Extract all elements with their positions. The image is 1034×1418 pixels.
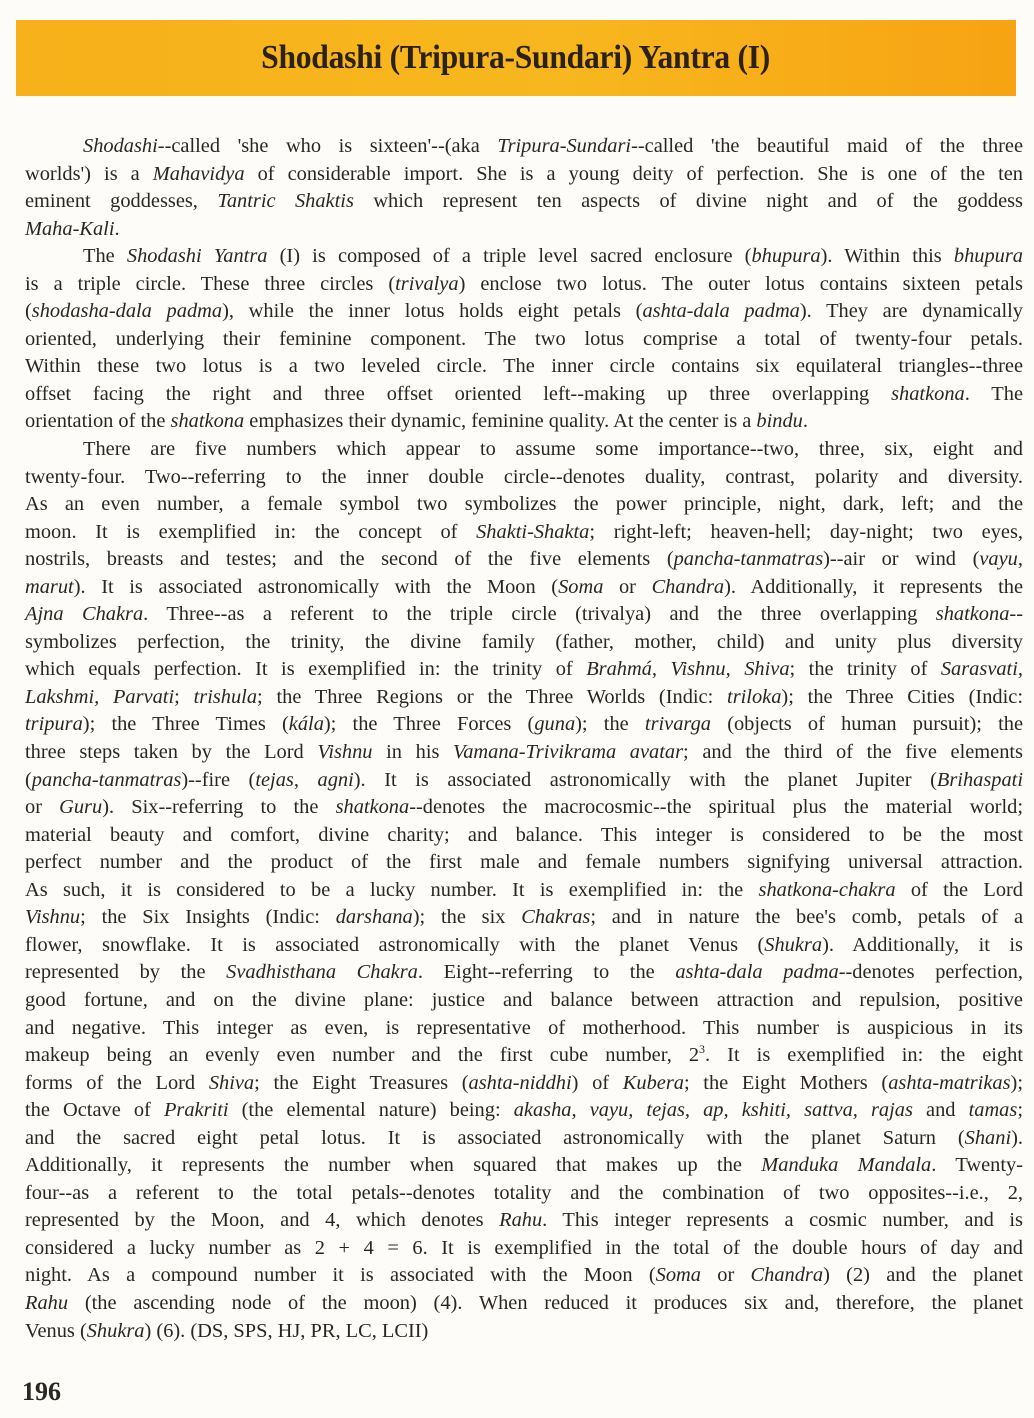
text-line: [25, 408, 1023, 436]
italic-term: Vishnu: [25, 906, 81, 929]
text-line: [25, 904, 1023, 932]
text-run: oriented, underlying their feminine component. The two lotus comprise a total of twenty-four petals.: [25, 327, 1023, 350]
text-run: forms of the Lord: [25, 1071, 209, 1094]
text-run: . Three--as a referent to the triple circle (trivalya) and the three overlapping: [143, 603, 936, 626]
italic-term: Ajna Chakra: [25, 603, 144, 626]
italic-term: bhupura: [953, 245, 1023, 268]
text-run: nostrils, breasts and testes; and the second of the five elements (: [25, 548, 674, 571]
text-run: . It is exemplified in: the eight: [705, 1044, 1023, 1067]
italic-term: Shodashi: [83, 135, 158, 157]
italic-term: shatkona: [170, 410, 245, 433]
italic-term: Sarasvati,: [940, 658, 1023, 681]
text-run: considered a lucky number as 2 + 4 = 6. It is exemplified in the total of the double hours of day and: [25, 1236, 1023, 1259]
italic-term: pancha-tanmatras: [31, 768, 182, 791]
text-run: --called 'she who is sixteen'--(aka: [157, 135, 498, 157]
text-line: [25, 1318, 1023, 1346]
text-run: which represent ten aspects of divine night and of the goddess: [353, 190, 1023, 213]
text-run: (the elemental nature) being:: [228, 1099, 514, 1122]
italic-term: trivalya: [395, 272, 459, 295]
text-run: represented by the: [25, 961, 227, 984]
italic-term: Chakras: [521, 906, 591, 929]
italic-term: Mahavidya: [152, 162, 245, 185]
italic-term: vayu: [979, 548, 1018, 571]
italic-term: Vishnu: [317, 741, 373, 764]
text-run: ); the: [575, 713, 645, 736]
italic-term: trivarga: [644, 713, 711, 736]
text-line: [25, 877, 1023, 905]
text-run: ; and in nature the bee's comb, petals of a: [590, 906, 1023, 929]
text-line: [25, 216, 1023, 244]
text-run: ; the Eight Treasures (: [254, 1071, 469, 1094]
italic-term: ashta-dala padma: [675, 961, 839, 984]
text-run: );: [1010, 1071, 1024, 1094]
italic-term: Tantric Shaktis: [217, 190, 354, 213]
text-run: which equals perfection. It is exemplified in: the trinity of: [25, 658, 587, 681]
italic-term: darshana: [335, 906, 413, 929]
text-line: [25, 629, 1023, 657]
italic-term: Brihaspati: [936, 768, 1023, 791]
text-run: ). Additionally, it is: [822, 933, 1023, 956]
text-line: [25, 1180, 1023, 1208]
text-line: [25, 822, 1023, 850]
text-run: flower, snowflake. It is associated astronomically with the planet Venus (: [25, 933, 765, 956]
italic-term: bhupura: [751, 245, 821, 268]
text-run: or: [25, 796, 60, 819]
text-run: material beauty and comfort, divine charity; and balance. This integer is considered to be the most: [25, 823, 1023, 846]
text-line: [25, 711, 1023, 739]
italic-term: Vamana-Trivikrama avatar: [453, 741, 684, 764]
text-run: and: [912, 1099, 969, 1122]
text-run: )--fire (: [181, 768, 256, 791]
text-run: ). Additionally, it represents the: [724, 575, 1023, 598]
text-run: (: [25, 300, 32, 323]
text-run: ; and the third of the five elements: [683, 741, 1023, 764]
text-run: ; the Six Insights (Indic:: [80, 906, 336, 929]
text-line: [25, 849, 1023, 877]
italic-term: Soma: [558, 575, 604, 598]
italic-term: shatkona: [935, 603, 1010, 626]
italic-term: Lakshmi, Parvati: [25, 685, 175, 708]
text-run: ;: [174, 685, 194, 708]
italic-term: guna: [534, 713, 576, 736]
text-line: [25, 601, 1023, 629]
text-line: [25, 133, 1023, 161]
text-line: [25, 161, 1023, 189]
text-run: The: [83, 245, 127, 268]
text-run: ). Within this: [820, 245, 954, 268]
text-run: As an even number, a female symbol two symbolizes the power principle, night, dark, left; and the: [25, 493, 1023, 516]
text-run: ; right-left; heaven-hell; day-night; two eyes,: [589, 520, 1023, 543]
text-line: [25, 436, 1023, 464]
text-run: (: [25, 768, 32, 791]
text-run: ). They are dynamically: [799, 300, 1023, 323]
text-run: Venus (: [25, 1319, 87, 1342]
text-line: [25, 1070, 1023, 1098]
text-line: [25, 656, 1023, 684]
italic-term: shatkona: [335, 796, 410, 819]
text-run: ) (2) and the planet: [823, 1264, 1023, 1287]
text-line: [25, 684, 1023, 712]
text-run: perfect number and the product of the first male and female numbers signifying universal attraction.: [25, 851, 1023, 874]
italic-term: Guru: [59, 796, 103, 819]
text-run: twenty-four. Two--referring to the inner double circle--denotes duality, contrast, polarity and diversity.: [25, 465, 1023, 488]
text-run: makeup being an evenly even number and the first cube number, 2: [25, 1044, 700, 1067]
italic-term: trishula: [193, 685, 258, 708]
text-run: ; the Eight Mothers (: [683, 1071, 889, 1094]
italic-term: Chandra: [651, 575, 725, 598]
italic-term: Tripura-Sundari: [497, 135, 632, 157]
text-line: [25, 1015, 1023, 1043]
italic-term: shodasha-dala padma: [31, 300, 223, 323]
text-line: [25, 491, 1023, 519]
italic-term: tripura: [25, 713, 83, 736]
text-run: moon. It is exemplified in: the concept of: [25, 520, 477, 543]
italic-term: Rahu: [25, 1291, 69, 1314]
text-line: [25, 546, 1023, 574]
italic-term: akasha, vayu, tejas, ap, kshiti, sattva, rajas: [513, 1099, 913, 1122]
text-run: four--as a referent to the total petals--denotes totality and the combination of two opposites--i.e., 2,: [25, 1181, 1023, 1204]
italic-term: ashta-niddhi: [468, 1071, 572, 1094]
page-title: Shodashi (Tripura-Sundari) Yantra (I): [261, 39, 771, 76]
text-line: [25, 574, 1023, 602]
text-run: ); the Three Forces (: [323, 713, 535, 736]
text-line: [25, 1125, 1023, 1153]
text-run: Additionally, it represents the number when squared that makes up the: [25, 1154, 762, 1177]
italic-term: pancha-tanmatras: [673, 548, 824, 571]
text-run: three steps taken by the Lord: [25, 741, 318, 764]
text-run: ).: [1011, 1126, 1023, 1149]
italic-term: tejas, agni: [255, 768, 354, 791]
text-run: orientation of the: [25, 410, 171, 433]
text-run: .: [114, 217, 120, 240]
italic-term: Rahu: [499, 1209, 543, 1232]
superscript: 3: [699, 1042, 706, 1057]
italic-term: Shukra: [86, 1319, 145, 1342]
text-run: ). It is associated astronomically with the Moon (: [73, 575, 559, 598]
text-line: [25, 1042, 1023, 1070]
text-run: .: [802, 410, 808, 433]
text-run: --denotes perfection,: [838, 961, 1023, 984]
text-run: ); the Three Times (: [82, 713, 289, 736]
text-run: (I) is composed of a triple level sacred enclosure (: [267, 245, 752, 268]
text-line: [25, 932, 1023, 960]
text-run: . The: [964, 382, 1023, 405]
text-run: ). It is associated astronomically with the planet Jupiter (: [353, 768, 937, 791]
text-line: [25, 1207, 1023, 1235]
text-run: night. As a compound number it is associated with the Moon (: [25, 1264, 656, 1287]
italic-term: shatkona-chakra: [758, 878, 896, 901]
text-line: [25, 353, 1023, 381]
text-run: symbolizes perfection, the trinity, the divine family (father, mother, child) and unity plus diversity: [25, 630, 1023, 653]
text-run: )--air or wind (: [823, 548, 980, 571]
italic-term: Shukra: [764, 933, 823, 956]
italic-term: tamas: [968, 1099, 1018, 1122]
text-run: eminent goddesses,: [25, 190, 218, 213]
text-run: ) (6). (DS, SPS, HJ, PR, LC, LCII): [144, 1319, 429, 1342]
text-line: [25, 987, 1023, 1015]
text-run: ; the Three Regions or the Three Worlds (Indic:: [257, 685, 728, 708]
text-run: represented by the Moon, and 4, which denotes: [25, 1209, 500, 1232]
italic-term: Maha-Kali: [25, 217, 115, 240]
italic-term: bindu: [756, 410, 803, 433]
italic-term: Prakriti: [163, 1099, 229, 1122]
text-run: worlds') is a: [25, 162, 153, 185]
italic-term: Chandra: [750, 1264, 824, 1287]
text-line: [25, 959, 1023, 987]
text-line: [25, 464, 1023, 492]
text-run: of the Lord: [895, 878, 1024, 901]
italic-term: ashta-dala padma: [642, 300, 800, 323]
text-line: [25, 1235, 1023, 1263]
text-line: [25, 381, 1023, 409]
italic-term: shatkona: [891, 382, 965, 405]
article-body: [25, 133, 1023, 1345]
italic-term: Shodashi Yantra: [126, 245, 268, 268]
text-run: Within these two lotus is a two leveled circle. The inner circle contains six equilateral triangles--three: [25, 355, 1023, 378]
text-run: . Twenty-: [931, 1154, 1023, 1177]
text-run: ); the Three Cities (Indic:: [781, 685, 1023, 708]
text-run: and the sacred eight petal lotus. It is associated astronomically with the planet Saturn (: [25, 1126, 965, 1149]
text-run: in his: [372, 741, 454, 764]
text-run: is a triple circle. These three circles (: [25, 272, 396, 295]
text-run: and negative. This integer as even, is representative of motherhood. This number is auspicious in its: [25, 1016, 1023, 1039]
text-run: or: [603, 575, 652, 598]
text-run: ,: [1017, 548, 1023, 571]
text-run: good fortune, and on the divine plane: justice and balance between attraction and repulsion, positive: [25, 988, 1023, 1011]
text-run: --: [1009, 603, 1023, 626]
italic-term: Soma: [655, 1264, 701, 1287]
text-run: ) enclose two lotus. The outer lotus contains sixteen petals: [458, 272, 1023, 295]
text-line: [25, 767, 1023, 795]
page-number: 196: [22, 1377, 61, 1406]
italic-term: Shiva: [208, 1071, 255, 1094]
text-line: [25, 1097, 1023, 1125]
text-run: the Octave of: [25, 1099, 164, 1122]
text-run: . Eight--referring to the: [417, 961, 676, 984]
text-run: or: [700, 1264, 751, 1287]
italic-term: ashta-matrikas: [888, 1071, 1011, 1094]
text-line: [25, 1290, 1023, 1318]
text-run: ; the trinity of: [789, 658, 941, 681]
text-run: --denotes the macrocosmic--the spiritual plus the material world;: [409, 796, 1023, 819]
text-run: of considerable import. She is a young deity of perfection. She is one of the ten: [244, 162, 1023, 185]
text-run: As such, it is considered to be a lucky number. It is exemplified in: the: [25, 878, 759, 901]
italic-term: Shakti-Shakta: [476, 520, 590, 543]
italic-term: Shani: [964, 1126, 1012, 1149]
italic-term: Svadhisthana Chakra: [226, 961, 418, 984]
title-banner: [16, 20, 1016, 96]
text-run: ). Six--referring to the: [102, 796, 336, 819]
text-run: --called 'the beautiful maid of the three: [631, 135, 1023, 157]
text-line: [25, 271, 1023, 299]
text-run: ) of: [571, 1071, 623, 1094]
text-run: There are five numbers which appear to assume some importance--two, three, six, eight and: [83, 438, 1023, 461]
italic-term: triloka: [727, 685, 782, 708]
italic-term: Kubera: [622, 1071, 684, 1094]
italic-term: kála: [288, 713, 324, 736]
text-run: ); the six: [412, 906, 522, 929]
text-line: [25, 243, 1023, 271]
text-line: [25, 519, 1023, 547]
text-run: offset facing the right and three offset oriented left--making up three overlapping: [25, 382, 892, 405]
text-run: emphasizes their dynamic, feminine quality. At the center is a: [244, 410, 757, 433]
italic-term: Brahmá, Vishnu, Shiva: [586, 658, 790, 681]
text-run: . This integer represents a cosmic number, and is: [542, 1209, 1023, 1232]
text-line: [25, 794, 1023, 822]
text-line: [25, 326, 1023, 354]
text-run: ), while the inner lotus holds eight petals (: [222, 300, 643, 323]
text-run: (the ascending node of the moon) (4). When reduced it produces six and, therefore, the planet: [68, 1291, 1023, 1314]
text-run: ;: [1017, 1099, 1023, 1122]
text-line: [25, 188, 1023, 216]
text-line: [25, 1152, 1023, 1180]
text-run: (objects of human pursuit); the: [711, 713, 1023, 736]
italic-term: Manduka Mandala: [761, 1154, 932, 1177]
italic-term: marut: [25, 575, 74, 598]
text-line: [25, 298, 1023, 326]
text-line: [25, 739, 1023, 767]
text-line: [25, 1262, 1023, 1290]
